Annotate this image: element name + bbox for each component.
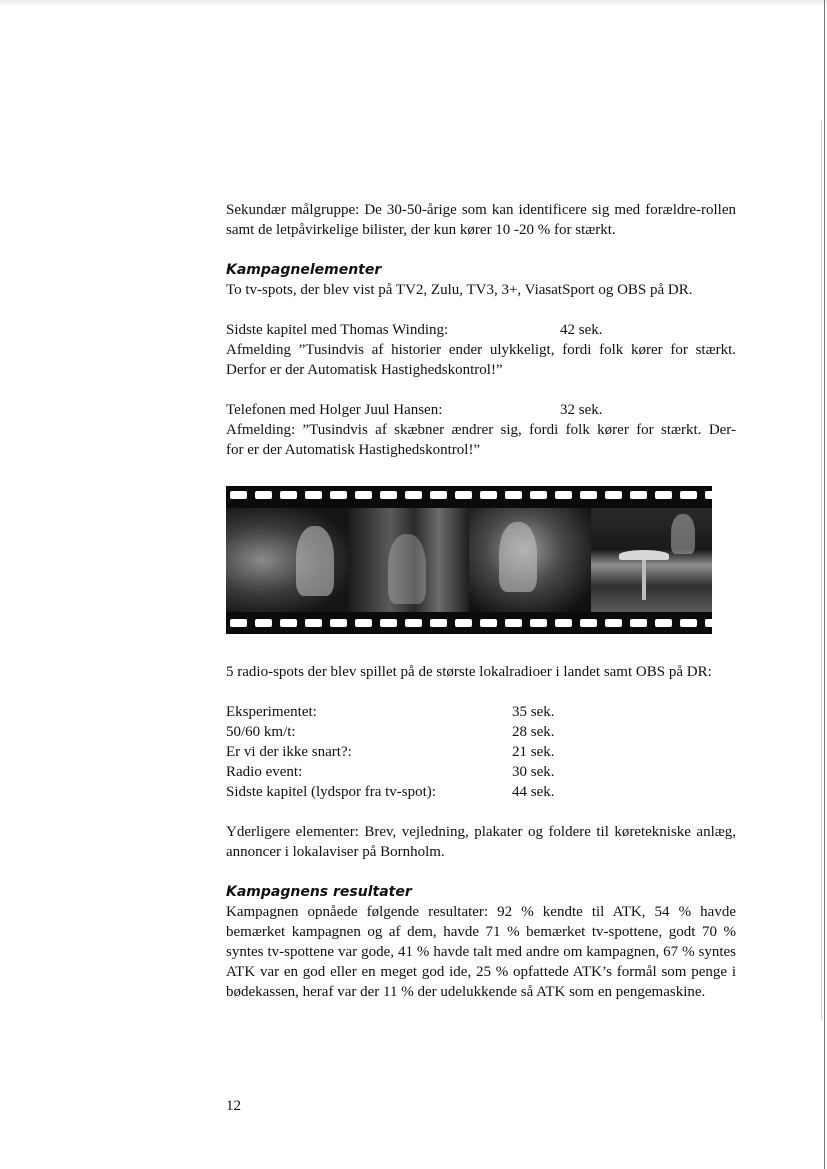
radio-spot-title: Eksperimentet:	[226, 704, 317, 720]
tv-spot-1	[226, 320, 736, 380]
scan-edge-top	[0, 0, 827, 6]
radio-spot-duration: 28 sek.	[512, 724, 555, 740]
tv-spot-1-tagline-line1: Afmelding ”Tusindvis af historier ender ulykkeligt, fordi folk kører for stærkt.	[226, 342, 736, 358]
figure-shape	[388, 534, 426, 604]
radio-spot-title: Radio event:	[226, 764, 303, 780]
tv-spot-2-title: Telefonen med Holger Juul Hansen:	[226, 402, 443, 418]
page-content	[226, 200, 736, 460]
radio-intro-paragraph: 5 radio-spots der blev spillet på de største lokalradioer i landet samt OBS på DR:	[226, 664, 712, 680]
film-perforation-top	[226, 491, 712, 501]
list-item	[226, 722, 736, 742]
tv-intro-paragraph: To tv-spots, der blev vist på TV2, Zulu, TV3, 3+, ViasatSport og OBS på DR.	[226, 282, 693, 298]
list-item	[226, 702, 736, 722]
page-content-lower	[226, 662, 736, 1002]
film-frame-4	[591, 508, 713, 612]
radio-spot-duration: 21 sek.	[512, 744, 555, 760]
tv-spot-1-title: Sidste kapitel med Thomas Winding:	[226, 322, 449, 338]
radio-spot-duration: 35 sek.	[512, 704, 555, 720]
heading-campaign-elements: Kampagnelementer	[226, 262, 382, 278]
further-elements-paragraph: Yderligere elementer: Brev, vejledning, plakater og foldere til køretekniske anlæg, annoncer i lokalaviser på Bornholm.	[226, 824, 736, 860]
figure-shape	[296, 526, 334, 596]
tv-spot-1-line	[226, 320, 736, 340]
lamp-shape	[619, 550, 669, 560]
film-frames	[226, 508, 712, 612]
tv-spot-2	[226, 400, 736, 460]
scan-edge-right	[824, 0, 825, 1169]
radio-spot-title: 50/60 km/t:	[226, 724, 296, 740]
tv-spot-2-tagline-line1: Afmelding: ”Tusindvis af skæbner ændrer sig, fordi folk kører for stærkt. Der-	[226, 422, 736, 438]
figure-shape	[499, 522, 537, 592]
film-frame-3	[469, 508, 591, 612]
film-frame-2	[348, 508, 470, 612]
film-strip-image	[226, 486, 712, 634]
scan-edge-right-faint	[821, 120, 822, 1020]
heading-campaign-results: Kampagnens resultater	[226, 884, 412, 900]
figure-shape	[671, 514, 695, 554]
tv-spot-2-duration: 32 sek.	[560, 402, 603, 418]
radio-spot-duration: 30 sek.	[512, 764, 555, 780]
radio-spot-duration: 44 sek.	[512, 784, 555, 800]
radio-spot-title: Er vi der ikke snart?:	[226, 744, 352, 760]
results-paragraph: Kampagnen opnåede følgende resultater: 92 % kendte til ATK, 54 % havde bemærket kampagnen og af dem, havde 71 % bemærket tv-spottene, godt 70 % syntes tv-spottene var gode, 41 % havde talt med andre om kampagnen, 67 % syntes ATK var en god eller en meget god ide, 25 % opfattede ATK’s formål som penge i bødekassen, heraf var der 11 % der udelukkende så ATK som en pengemaskine.	[226, 904, 736, 1000]
tv-spot-2-tagline-line2: for er der Automatisk Hastighedskontrol!”	[226, 442, 481, 458]
film-frame-1	[226, 508, 348, 612]
page-number: 12	[226, 1098, 241, 1114]
film-perforation-bottom	[226, 619, 712, 629]
list-item	[226, 782, 736, 802]
radio-spots-list	[226, 702, 736, 802]
tv-spot-1-duration: 42 sek.	[560, 322, 603, 338]
list-item	[226, 762, 736, 782]
tv-spot-2-line	[226, 400, 736, 420]
lamp-stem-shape	[642, 560, 646, 600]
list-item	[226, 742, 736, 762]
radio-spot-title: Sidste kapitel (lydspor fra tv-spot):	[226, 784, 436, 800]
secondary-target-paragraph: Sekundær målgruppe: De 30-50-årige som kan identificere sig med forældre-rollen samt de letpåvirkelige bilister, der kun kører 10 -20 % for stærkt.	[226, 202, 736, 238]
tv-spot-1-tagline-line2: Derfor er der Automatisk Hastighedskontrol!”	[226, 362, 503, 378]
